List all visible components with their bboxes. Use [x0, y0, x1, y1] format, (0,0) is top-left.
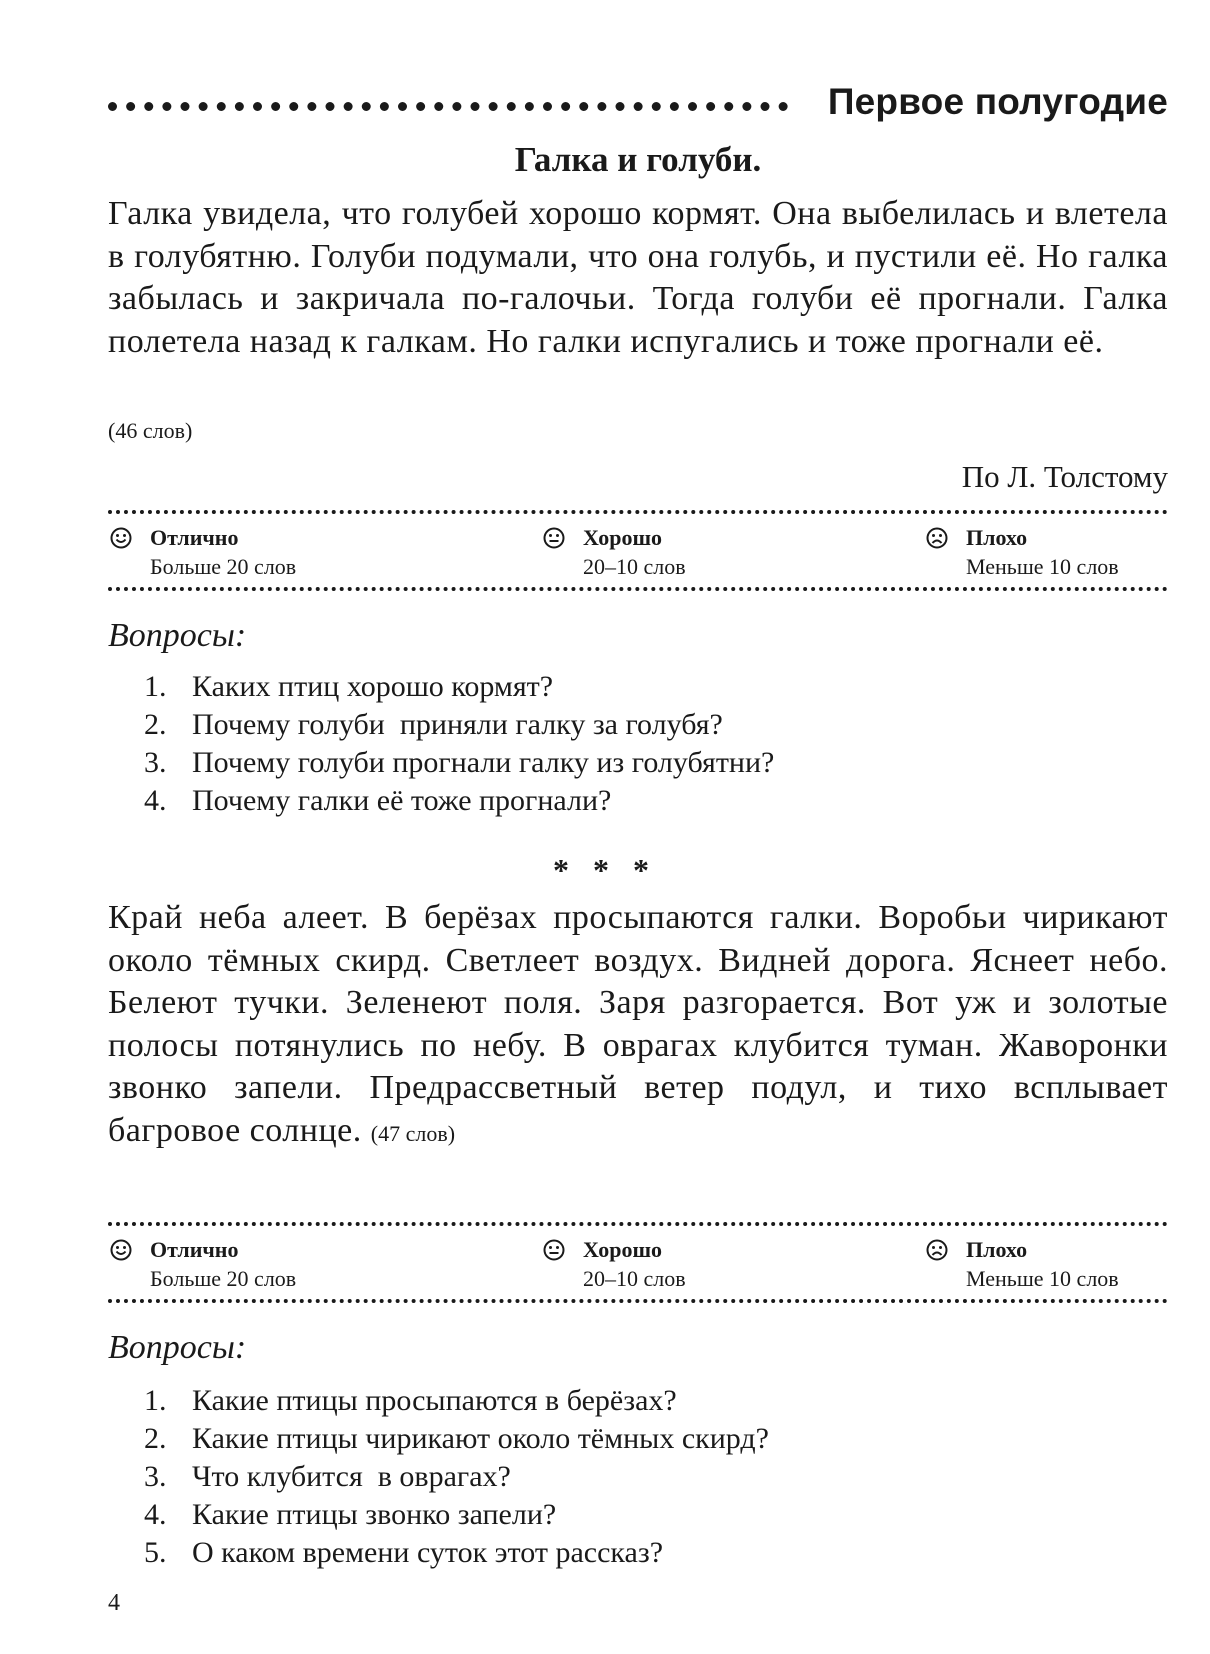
grade-label: Хорошо: [583, 525, 663, 550]
question-number: 4.: [144, 784, 167, 817]
section-title: Первое полугодие: [827, 81, 1168, 122]
question-item: [144, 668, 1144, 706]
story2-body: Край неба алеет. В берёзах просыпаются галки. Воробьи чирикают около тёмных скирд. Светлеет воздух. Видней дорога. Яснеет небо. Белеют тучки. Зеленеют поля. Заря разгорается. Вот уж и золотые полосы потянулись по небу. В оврагах клубится туман. Жаворонки звонко запели. Предрассветный ветер подул, и тихо всплывает багровое солнце.: [108, 899, 1168, 1149]
sad-face-icon: [926, 1239, 948, 1261]
grading-scale-2: [108, 1222, 1168, 1305]
grade-label: Плохо: [966, 1237, 1028, 1262]
neutral-face-icon: [543, 527, 565, 549]
questions-list-1: [144, 668, 1144, 820]
question-text: Какие птицы чирикают около тёмных скирд?: [192, 1422, 769, 1455]
questions-heading: Вопросы:: [108, 1329, 247, 1366]
story2-text: [108, 897, 1168, 1155]
story-title: Галка и голуби.: [514, 140, 762, 179]
grade-criteria: Меньше 10 слов: [966, 554, 1119, 579]
grading-scale-1: [108, 510, 1168, 593]
dotted-divider: [108, 1222, 1168, 1226]
question-item: [144, 744, 1144, 782]
question-number: 5.: [144, 1536, 167, 1569]
grade-label: Отлично: [150, 1237, 239, 1262]
grade-label: Отлично: [150, 525, 239, 550]
grade-criteria: Больше 20 слов: [150, 1266, 297, 1291]
question-item: [144, 1534, 1144, 1572]
question-number: 3.: [144, 746, 167, 779]
header-dotted-leader: [108, 102, 788, 111]
grade-criteria: 20–10 слов: [583, 554, 686, 579]
question-number: 2.: [144, 708, 167, 741]
grade-poor: [926, 524, 1166, 584]
question-item: [144, 1496, 1144, 1534]
sad-face-icon: [926, 527, 948, 549]
story2-word-count: (47 слов): [370, 1120, 456, 1146]
section-separator: * * *: [553, 852, 657, 888]
dotted-divider: [108, 510, 1168, 514]
grade-criteria: Меньше 10 слов: [966, 1266, 1119, 1291]
question-item: [144, 782, 1144, 820]
smile-icon: [110, 1239, 132, 1261]
grade-criteria: Больше 20 слов: [150, 554, 297, 579]
grade-poor: [926, 1236, 1166, 1296]
dotted-divider: [108, 587, 1168, 591]
question-text: Что клубится в оврагах?: [192, 1460, 511, 1493]
questions-list-2: [144, 1382, 1144, 1572]
story1-word-count: (46 слов): [108, 418, 193, 443]
question-text: О каком времени суток этот рассказ?: [192, 1536, 664, 1569]
question-text: Почему голуби приняли галку за голубя?: [192, 708, 723, 741]
questions-heading: Вопросы:: [108, 617, 247, 654]
question-number: 2.: [144, 1422, 167, 1455]
question-number: 3.: [144, 1460, 167, 1493]
question-number: 4.: [144, 1498, 167, 1531]
dotted-divider: [108, 1299, 1168, 1303]
grade-criteria: 20–10 слов: [583, 1266, 686, 1291]
question-text: Каких птиц хорошо кормят?: [192, 670, 554, 703]
question-text: Какие птицы просыпаются в берёзах?: [192, 1384, 677, 1417]
grade-label: Плохо: [966, 525, 1028, 550]
question-text: Почему галки её тоже прогнали?: [192, 784, 612, 817]
page-number: 4: [108, 1590, 120, 1616]
smile-icon: [110, 527, 132, 549]
grade-label: Хорошо: [583, 1237, 663, 1262]
question-number: 1.: [144, 1384, 167, 1417]
story1-text: Галка увидела, что голубей хорошо кормят. Она выбелилась и влетела в голубятню. Голуби подумали, что она голубь, и пустили её. Но галка забылась и закричала по-галочьи. Тогда голуби её прогнали. Галка полетела назад к галкам. Но галки испугались и тоже прогнали её.: [108, 195, 1168, 360]
question-number: 1.: [144, 670, 167, 703]
question-item: [144, 706, 1144, 744]
question-item: [144, 1420, 1144, 1458]
story1-author: По Л. Толстому: [961, 459, 1168, 494]
question-item: [144, 1382, 1144, 1420]
section-header: [108, 80, 1168, 124]
question-text: Почему голуби прогнали галку из голубятни?: [192, 746, 775, 779]
neutral-face-icon: [543, 1239, 565, 1261]
question-text: Какие птицы звонко запели?: [192, 1498, 557, 1531]
question-item: [144, 1458, 1144, 1496]
